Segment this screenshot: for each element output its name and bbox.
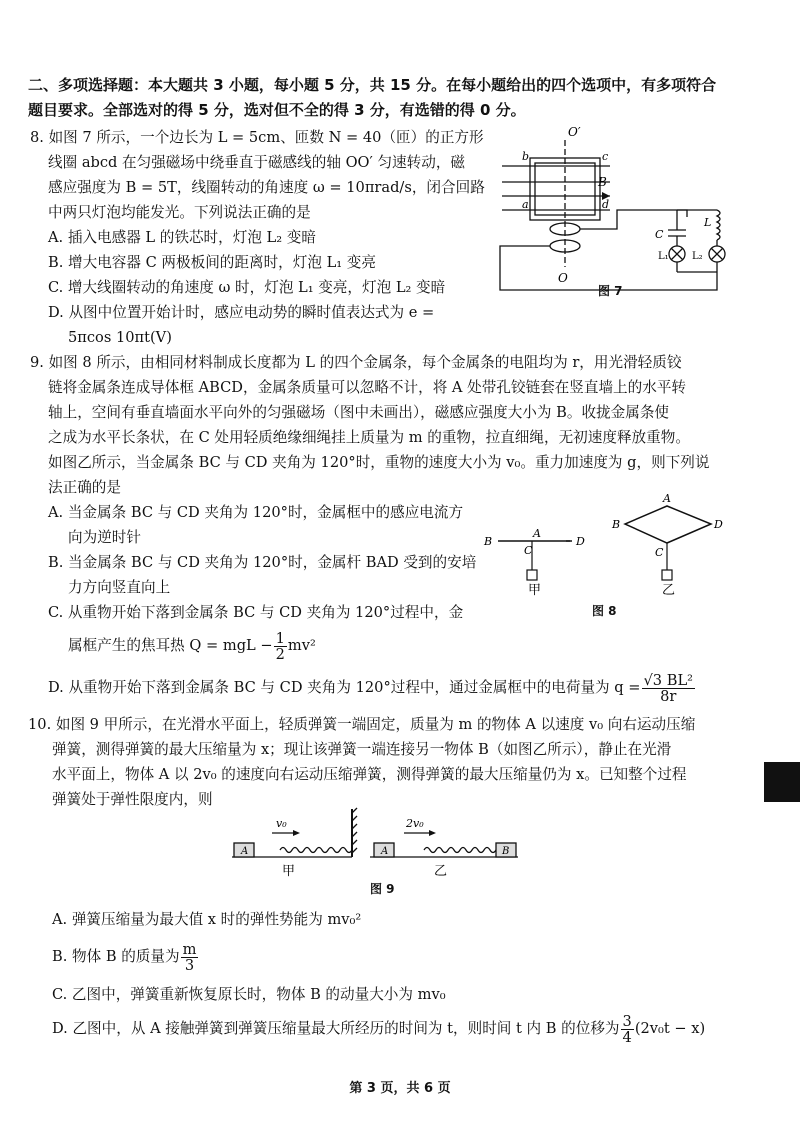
q8-option-d: D. 从图中位置开始计时，感应电动势的瞬时值表达式为 e = — [48, 304, 435, 321]
q10-stem-line: 水平面上，物体 A 以 2v₀ 的速度向右运动压缩弹簧，测得弹簧的最大压缩量仍为 x。已知整个过程 — [52, 766, 687, 783]
q9-stem-line: 链将金属条连成导体框 ABCD，金属条质量可以忽略不计，将 A 处带孔铰链套在竖直墙上的水平转 — [48, 379, 687, 396]
label-capacitor: C — [655, 228, 664, 241]
q9-c-den: 2 — [275, 645, 285, 663]
q10-option-c: C. 乙图中，弹簧重新恢复原长时，物体 B 的动量大小为 mv₀ — [52, 986, 446, 1003]
label-inductor: L — [704, 216, 712, 229]
label-o: O — [558, 271, 568, 285]
label-a: a — [522, 198, 529, 211]
arrow-head-yi — [429, 830, 436, 836]
label-b: b — [522, 150, 530, 163]
q8-option-d-cont: 5πcos 10πt(V) — [68, 329, 172, 346]
fig8-jia-label-b: B — [484, 535, 493, 548]
q9-c-text: 属框产生的焦耳热 Q = mgL − — [68, 637, 273, 654]
fig9-label-a-jia: A — [241, 846, 249, 857]
q9-d-fraction — [642, 673, 696, 704]
q10-stem-line: 弹簧，测得弹簧的最大压缩量为 x；现让该弹簧一端连接另一物体 B（如图乙所示），静止在光滑 — [52, 741, 672, 758]
q9-c-suffix: mv² — [287, 637, 316, 654]
q10-d-text: D. 乙图中，从 A 接触弹簧到弹簧压缩量最大所经历的时间为 t，则时间 t 内 B 的位移为 — [52, 1020, 620, 1037]
q9-d-num: √3 BL² — [643, 671, 693, 689]
figure-9 — [228, 805, 528, 885]
page-footer: 第 3 页，共 6 页 — [349, 1081, 451, 1096]
fig8-yi-label-d: D — [714, 518, 723, 531]
q9-d-text: D. 从重物开始下落到金属条 BC 与 CD 夹角为 120°过程中，通过金属框中的电荷量为 q = — [48, 679, 641, 696]
section-title-line1: 二、多项选择题：本大题共 3 小题，每小题 5 分，共 15 分。在每小题给出的四个选项中，有多项符合 — [28, 76, 717, 94]
q9-option-c: C. 从重物开始下落到金属条 BC 与 CD 夹角为 120°过程中，金 — [48, 604, 464, 621]
fig8-jia-label-d: D — [576, 535, 585, 548]
label-field-b: B — [598, 175, 607, 189]
fig8-jia-caption: 甲 — [528, 583, 542, 598]
q8-option-b: B. 增大电容器 C 两极板间的距离时，灯泡 L₁ 变亮 — [48, 254, 376, 271]
q10-d-den: 4 — [622, 1028, 632, 1046]
q10-option-a: A. 弹簧压缩量为最大值 x 时的弹性势能为 mv₀² — [52, 911, 362, 928]
figure-7-caption: 图 7 — [598, 284, 623, 298]
q9-c-num: 1 — [275, 629, 285, 647]
fig8-jia-label-c: C — [524, 544, 533, 557]
section-title-line2: 题目要求。全部选对的得 5 分，选对但不全的得 3 分，有选错的得 0 分。 — [28, 101, 526, 119]
fig9-velocity-yi: 2v₀ — [406, 817, 424, 830]
q9-d-den: 8r — [660, 687, 677, 705]
figure-8 — [480, 490, 750, 610]
fig9-yi-caption: 乙 — [434, 864, 448, 879]
fig8-yi-label-c: C — [655, 546, 664, 559]
q9-stem-line: 法正确的是 — [48, 479, 121, 496]
q9-option-d — [48, 672, 696, 704]
fig8-jia-label-a: A — [533, 527, 541, 540]
label-o-prime: O′ — [568, 125, 581, 139]
fig8-yi-label-a: A — [663, 492, 671, 505]
q8-option-a: A. 插入电感器 L 的铁芯时，灯泡 L₂ 变暗 — [48, 229, 316, 246]
spring-yi — [424, 848, 496, 853]
q9-option-a-cont: 向为逆时针 — [68, 529, 141, 546]
figure-8-caption: 图 8 — [592, 604, 617, 618]
fig9-jia-caption: 甲 — [282, 864, 296, 879]
page-edge-marker — [764, 762, 800, 802]
q8-stem-line: 8. 如图 7 所示，一个边长为 L = 5cm、匝数 N = 40（匝）的正方形 — [30, 129, 484, 146]
q10-stem-line: 10. 如图 9 甲所示，在光滑水平面上，轻质弹簧一端固定，质量为 m 的物体 A 以速度 v₀ 向右运动压缩 — [28, 716, 696, 733]
inductor-coil — [717, 210, 720, 240]
q10-stem-line: 弹簧处于弹性限度内，则 — [52, 791, 213, 808]
q9-stem-line: 9. 如图 8 所示，由相同材料制成长度都为 L 的四个金属条，每个金属条的电阻均为 r，用光滑轻质铰 — [30, 354, 682, 371]
q10-option-b — [52, 940, 199, 974]
label-c: c — [602, 150, 609, 163]
q9-c-fraction — [274, 631, 287, 662]
q10-b-fraction — [181, 942, 199, 973]
label-d: d — [602, 198, 610, 211]
label-l2: L₂ — [692, 251, 703, 262]
q10-b-text: B. 物体 B 的质量为 — [52, 948, 180, 965]
q9-stem-line: 轴上，空间有垂直墙面水平向外的匀强磁场（图中未画出），磁感应强度大小为 B。收拢金属条使 — [48, 404, 670, 421]
q9-option-a: A. 当金属条 BC 与 CD 夹角为 120°时，金属框中的感应电流方 — [48, 504, 464, 521]
label-l1: L₁ — [658, 251, 669, 262]
q9-option-b: B. 当金属条 BC 与 CD 夹角为 120°时，金属杆 BAD 受到的安培 — [48, 554, 477, 571]
q10-option-d — [52, 1012, 705, 1046]
q8-stem-line: 感应强度为 B = 5T，线圈转动的角速度 ω = 10πrad/s，闭合回路 — [48, 179, 485, 196]
q8-option-c: C. 增大线圈转动的角速度 ω 时，灯泡 L₁ 变亮，灯泡 L₂ 变暗 — [48, 279, 446, 296]
q10-b-num: m — [182, 940, 197, 958]
q9-stem-line: 如图乙所示，当金属条 BC 与 CD 夹角为 120°时，重物的速度大小为 v₀。重力加速度为 g，则下列说 — [48, 454, 710, 471]
q9-option-c-cont — [68, 630, 316, 662]
q9-stem-line: 之成为水平长条状，在 C 处用轻质绝缘细绳挂上质量为 m 的重物，拉直细绳，无初速度释放重物。 — [48, 429, 690, 446]
fig9-label-a-yi: A — [381, 846, 389, 857]
fig9-velocity-jia: v₀ — [276, 817, 287, 830]
arrow-head-jia — [293, 830, 300, 836]
weight-jia — [527, 570, 537, 580]
q8-stem-line: 线圈 abcd 在匀强磁场中绕垂直于磁感线的轴 OO′ 匀速转动，磁 — [48, 154, 466, 171]
fig8-yi-caption: 乙 — [662, 583, 676, 598]
spring-jia — [280, 848, 352, 853]
q9-option-b-cont: 力方向竖直向上 — [68, 579, 171, 596]
weight-yi — [662, 570, 672, 580]
q10-d-fraction — [621, 1014, 634, 1045]
figure-9-caption: 图 9 — [370, 882, 395, 896]
q10-b-den: 3 — [184, 956, 195, 974]
rhombus-frame — [625, 506, 711, 543]
q10-d-suffix: (2v₀t − x) — [634, 1020, 706, 1037]
q8-stem-line: 中两只灯泡均能发光。下列说法正确的是 — [48, 204, 311, 221]
fig8-yi-label-b: B — [612, 518, 621, 531]
fig9-label-b-yi: B — [502, 846, 510, 857]
q10-d-num: 3 — [622, 1012, 632, 1030]
